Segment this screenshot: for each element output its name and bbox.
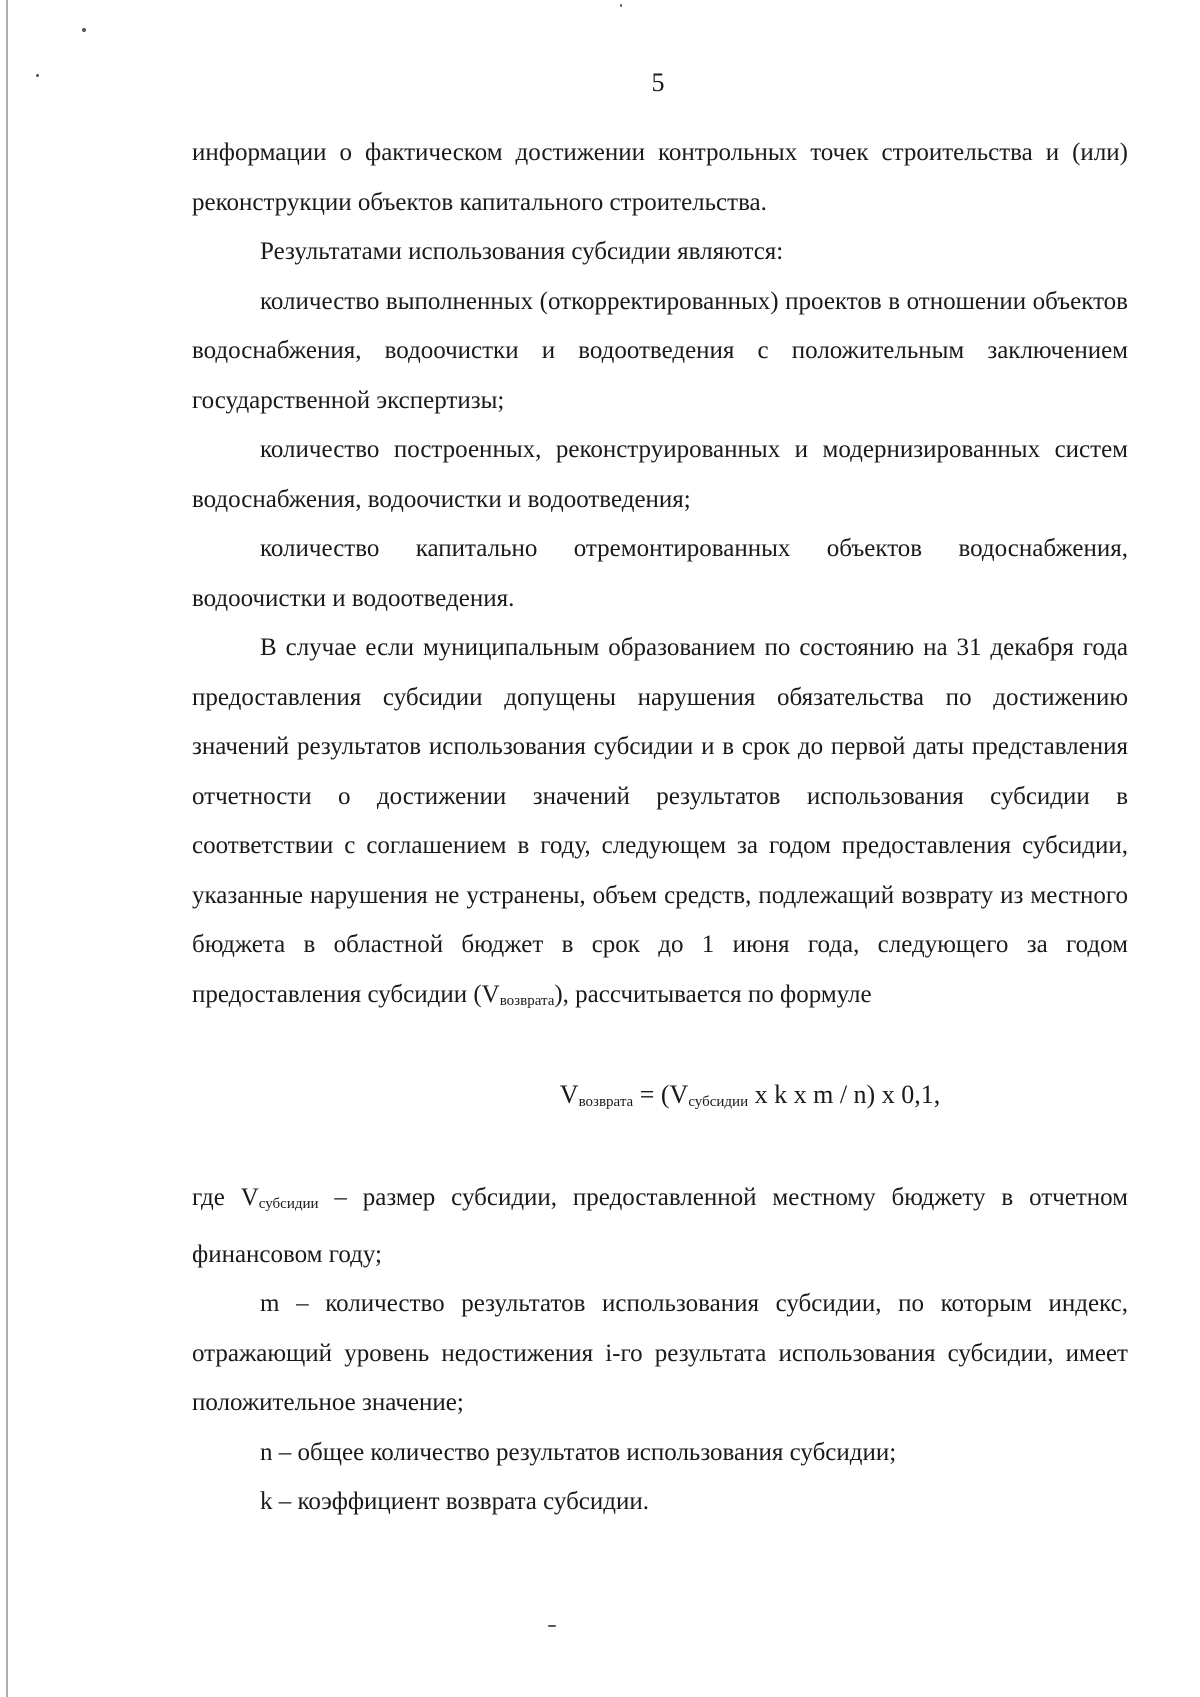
definition-k: k – коэффициент возврата субсидии. <box>260 1488 650 1515</box>
definition-v-start: где V <box>192 1184 259 1211</box>
paragraph-refund-condition <box>192 623 1128 1026</box>
scan-speck <box>548 1625 556 1627</box>
paragraph-results-intro: Результатами использования субсидии являются: <box>260 238 784 265</box>
paragraph-continuation: информации о фактическом достижении контрольных точек строительства и (или) реконструкции объектов капитального строительства. <box>192 139 1128 216</box>
definition-m: m – количество результатов использования субсидии, по которым индекс, отражающий уровень недостижения i-го результата использования субсидии, имеет положительное значение; <box>192 1290 1128 1416</box>
refund-condition-end: ), рассчитывается по формуле <box>554 980 872 1008</box>
paragraph-result-repairs: количество капитально отремонтированных объектов водоснабжения, водоочистки и водоотведения. <box>192 535 1128 612</box>
formula-rhs-rest: x k x m / n) x 0,1, <box>748 1080 941 1109</box>
refund-formula <box>192 1070 1128 1127</box>
page-number: 5 <box>651 68 665 97</box>
scan-edge-line <box>6 0 8 1697</box>
paragraph-result-projects: количество выполненных (откорректированных) проектов в отношении объектов водоснабжения, водоочистки и водоотведения с положительным заключением государственной экспертизы; <box>192 287 1128 414</box>
definition-v-subscript: субсидии <box>258 1196 319 1212</box>
scan-speck <box>82 28 86 32</box>
formula-lhs-subscript: возврата <box>578 1094 634 1110</box>
definition-n: n – общее количество результатов использования субсидии; <box>260 1438 897 1466</box>
paragraph-result-systems: количество построенных, реконструированных и модернизированных систем водоснабжения, водоочистки и водоотведения; <box>192 436 1128 513</box>
definition-v-rest: – размер субсидии, предоставленной местному бюджету в отчетном финансовом году; <box>192 1184 1128 1268</box>
scan-speck <box>620 4 622 7</box>
definition-v-subsidy <box>192 1173 1128 1279</box>
refund-subscript: возврата <box>499 992 555 1009</box>
refund-condition-text: В случае если муниципальным образованием по состоянию на 31 декабря года предоставления субсидии допущены нарушения обязательства по достижению значений результатов использования субсидии и в срок до первой даты представления отчетности о достижении значений результатов использования субсидии в соответствии с соглашением в году, следующем за годом предоставления субсидии, указанные нарушения не устранены, объем средств, подлежащий возврату из местного бюджета в областной бюджет в срок до 1 июня года, следующего за годом предоставления субсидии (V <box>192 634 1128 1008</box>
formula-rhs-subscript: субсидии <box>688 1094 749 1110</box>
document-body <box>192 128 1128 1527</box>
formula-equals-open: = (V <box>633 1080 689 1109</box>
formula-lhs-symbol: V <box>559 1080 579 1109</box>
